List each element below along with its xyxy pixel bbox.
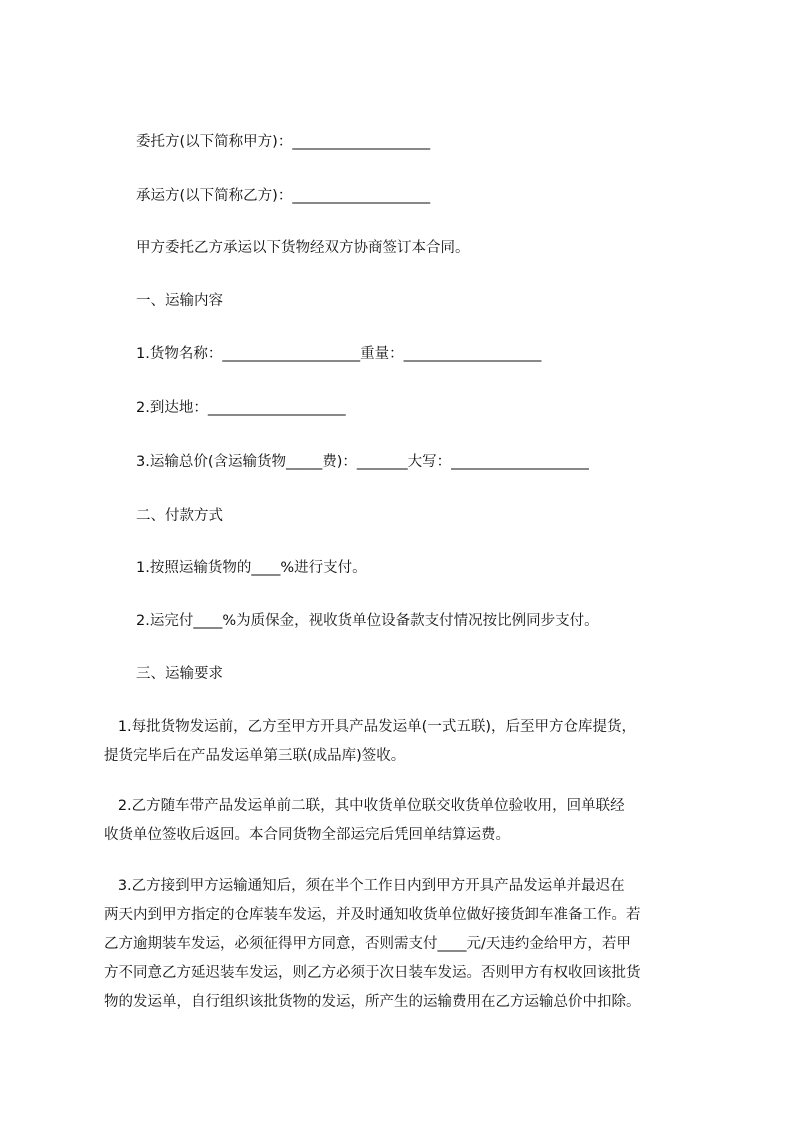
paragraph-line: 3.乙方接到甲方运输通知后，须在半个工作日内到甲方开具产品发运单并最迟在 xyxy=(104,878,625,894)
paragraph-line: 收货单位签收后返回。本合同货物全部运完后凭回单结算运费。 xyxy=(104,827,510,843)
consignor-line: 委托方(以下简称甲方)：___________________ xyxy=(136,134,431,150)
paragraph-line: 2.乙方随车带产品发运单前二联，其中收货单位联交收货单位验收用，回单联经 xyxy=(104,798,625,814)
paragraph-line: 方不同意乙方延迟装车发运，则乙方必须于次日装车发运。否则甲方有权收回该批货 xyxy=(104,965,641,981)
requirement-paragraph-3 xyxy=(104,872,724,1017)
requirement-paragraph-1 xyxy=(104,713,724,771)
section-heading-requirements: 三、运输要求 xyxy=(136,666,223,682)
payment-item-1: 1.按照运输货物的____%进行支付。 xyxy=(136,560,367,576)
requirement-paragraph-2 xyxy=(104,792,724,850)
paragraph-line: 乙方逾期装车发运，必须征得甲方同意，否则需支付____元/天违约金给甲方，若甲 xyxy=(104,936,631,952)
paragraph-line: 物的发运单，自行组织该批货物的发运，所产生的运输费用在乙方运输总价中扣除。 xyxy=(104,994,641,1010)
section-heading-transport-content: 一、运输内容 xyxy=(136,293,223,309)
paragraph-line: 两天内到甲方指定的仓库装车发运，并及时通知收货单位做好接货卸车准备工作。若 xyxy=(104,907,641,923)
total-price-line: 3.运输总价(含运输货物_____费)：_______大写：___________________ xyxy=(136,454,589,470)
goods-name-weight-line: 1.货物名称：___________________重量：___________________ xyxy=(136,346,542,362)
carrier-line: 承运方(以下简称乙方)：___________________ xyxy=(136,188,431,204)
section-heading-payment: 二、付款方式 xyxy=(136,508,223,524)
paragraph-line: 1.每批货物发运前，乙方至甲方开具产品发运单(一式五联)，后至甲方仓库提货， xyxy=(104,719,636,735)
intro-line: 甲方委托乙方承运以下货物经双方协商签订本合同。 xyxy=(136,240,470,256)
payment-item-2: 2.运完付____%为质保金，视收货单位设备款支付情况按比例同步支付。 xyxy=(136,613,599,629)
destination-line: 2.到达地：___________________ xyxy=(136,400,346,416)
paragraph-line: 提货完毕后在产品发运单第三联(成品库)签收。 xyxy=(104,748,406,764)
